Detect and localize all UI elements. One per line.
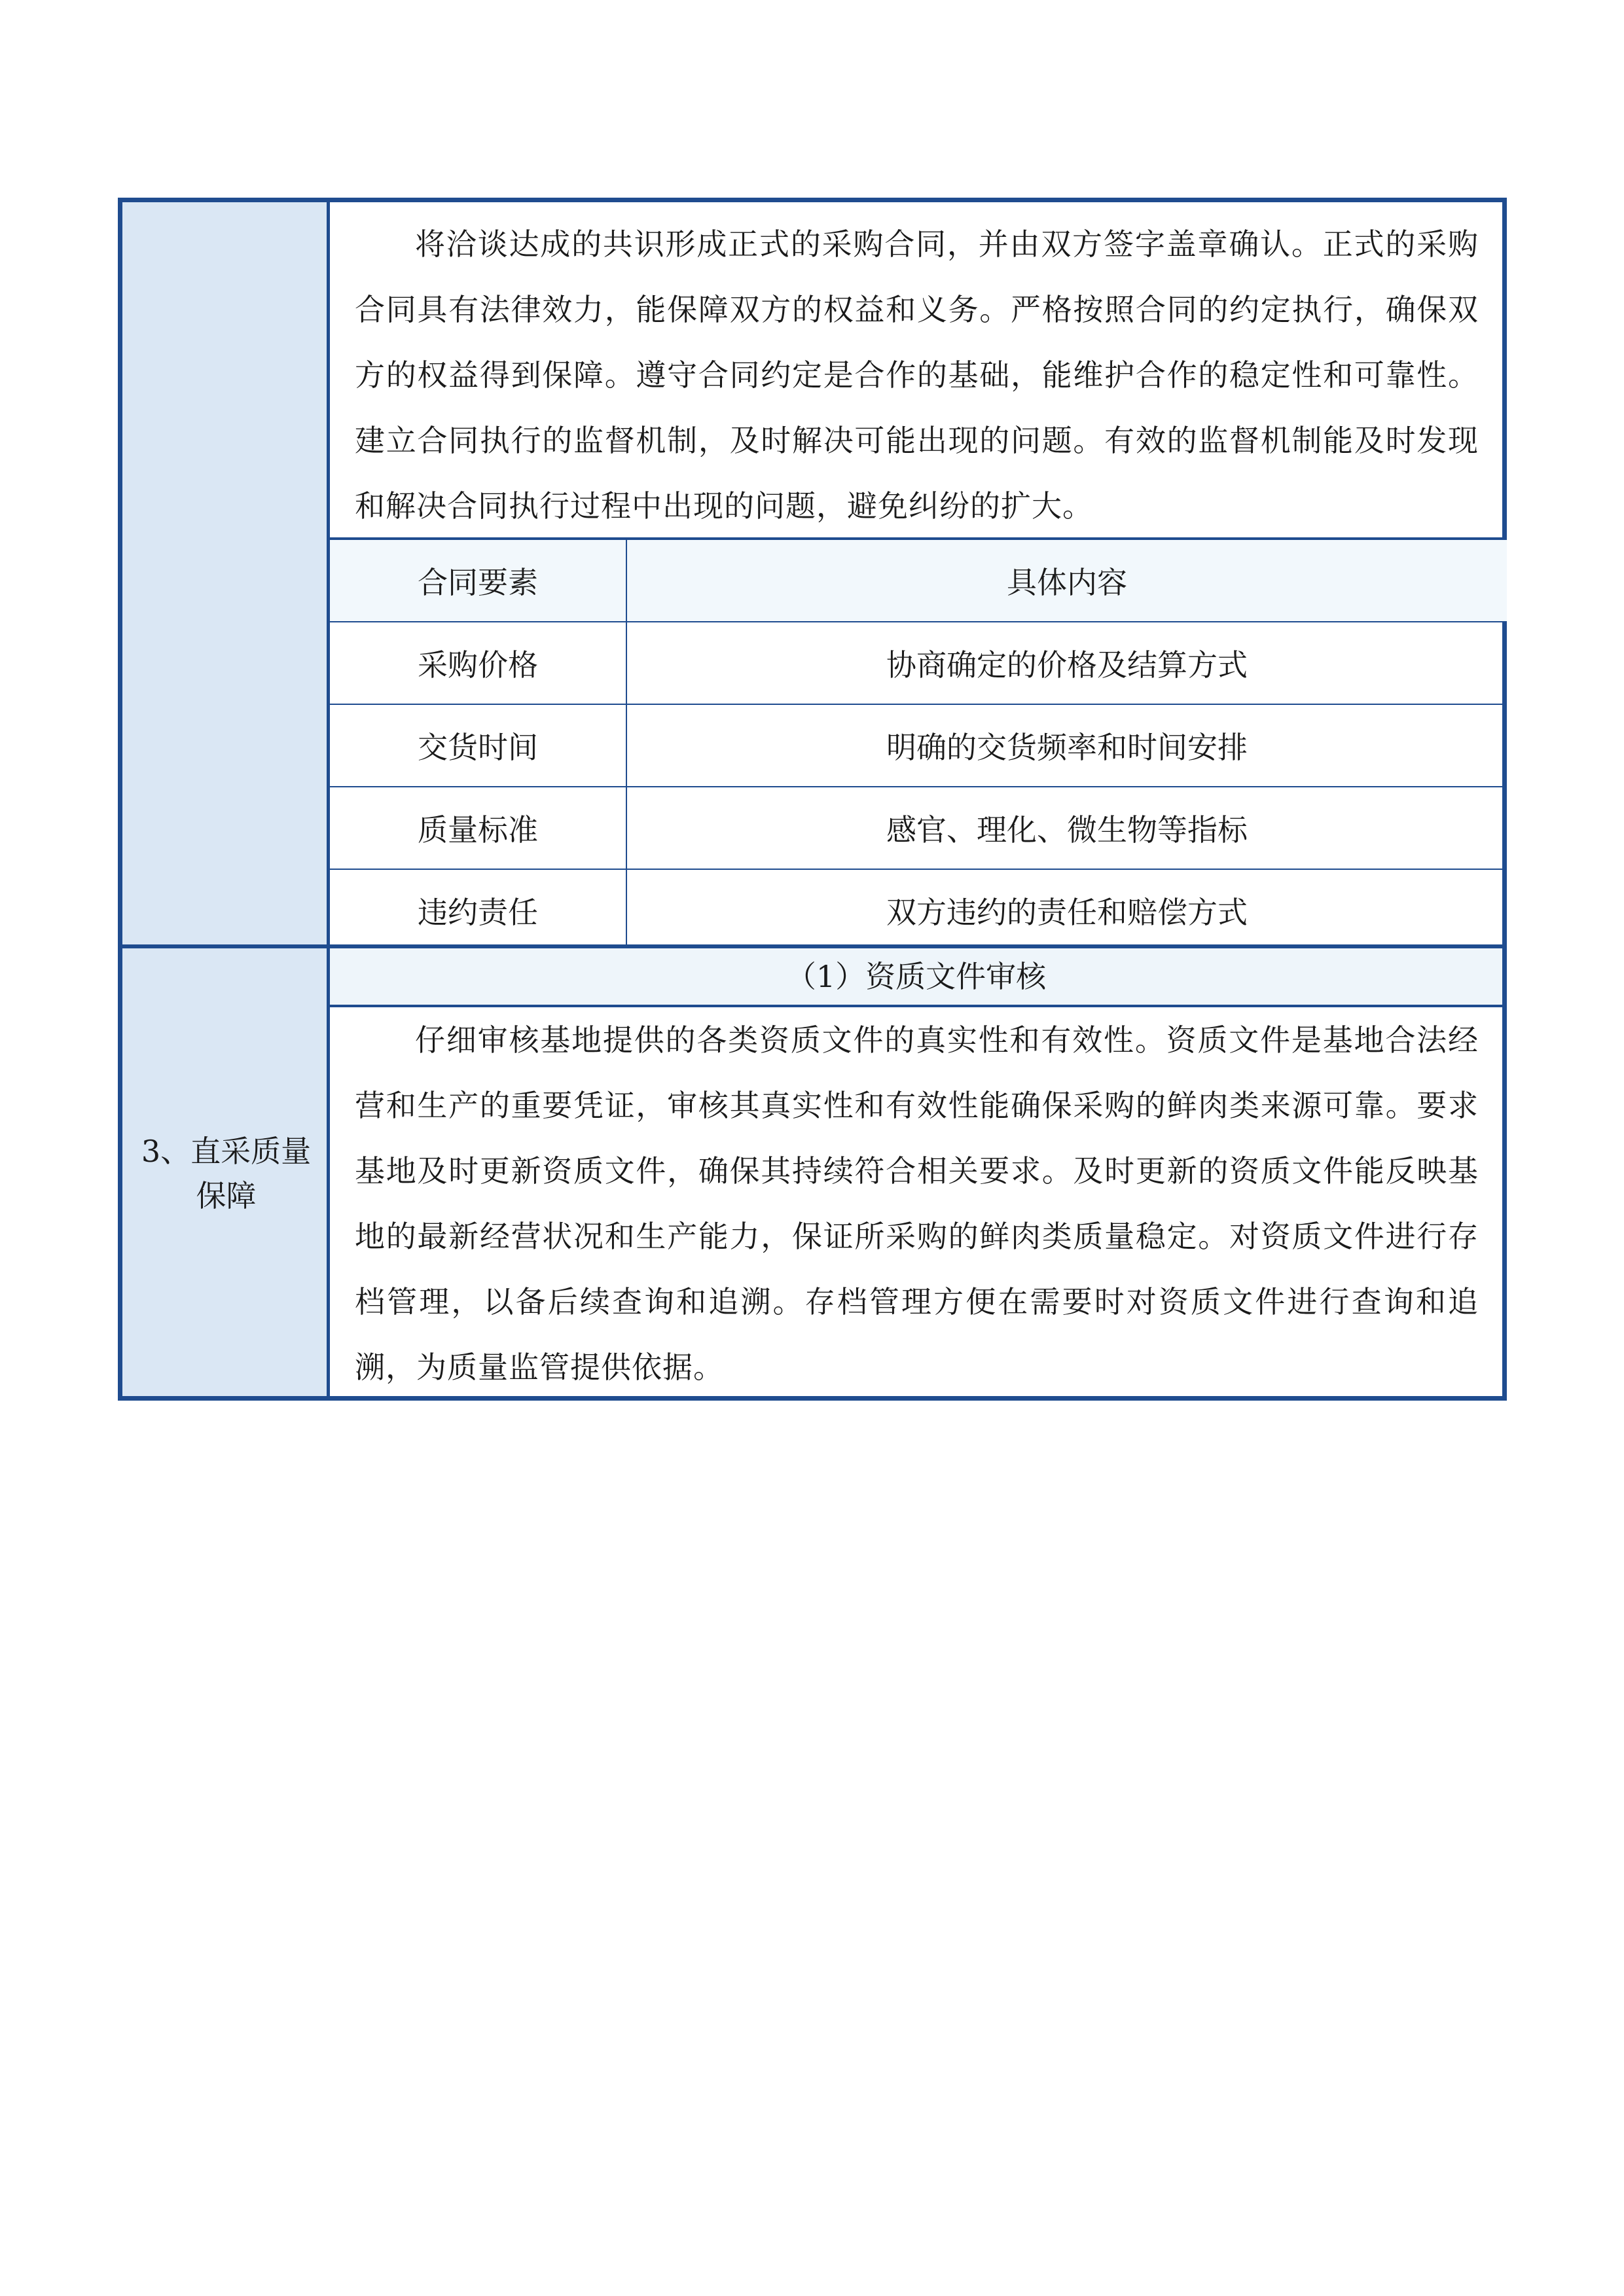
document-table bbox=[118, 198, 1507, 1401]
contract-section bbox=[330, 202, 1502, 539]
table-cell-content: 明确的交货频率和时间安排 bbox=[626, 704, 1507, 787]
table-header-content: 具体内容 bbox=[626, 539, 1507, 622]
table-header-row bbox=[330, 539, 1507, 622]
quality-section bbox=[330, 1007, 1502, 1400]
contract-paragraph: 将洽谈达成的共识形成正式的采购合同，并由双方签字盖章确认。正式的采购合同具有法律效力，能保障双方的权益和义务。严格按照合同的约定执行，确保双方的权益得到保障。遵守合同约定是合作的基础，能维护合作的稳定性和可靠性。建立合同执行的监督机制，及时解决可能出现的问题。有效的监督机制能及时发现和解决合同执行过程中出现的问题，避免纠纷的扩大。 bbox=[355, 226, 1479, 524]
table-cell-content: 感官、理化、微生物等指标 bbox=[626, 787, 1507, 869]
section-subheading: （1）资质文件审核 bbox=[330, 944, 1502, 1007]
table-header-element: 合同要素 bbox=[330, 539, 626, 622]
table-cell-element: 采购价格 bbox=[330, 622, 626, 704]
table-cell-content: 协商确定的价格及结算方式 bbox=[626, 622, 1507, 704]
table-row bbox=[330, 622, 1507, 704]
table-cell-element: 质量标准 bbox=[330, 787, 626, 869]
table-row bbox=[330, 704, 1507, 787]
table-cell-element: 违约责任 bbox=[330, 869, 626, 951]
section-label-quality: 3、直采质量保障 bbox=[141, 1134, 312, 1213]
table-row bbox=[330, 869, 1507, 951]
table-cell-content: 双方违约的责任和赔偿方式 bbox=[626, 869, 1507, 951]
contract-elements-table bbox=[330, 537, 1507, 951]
table-cell-element: 交货时间 bbox=[330, 704, 626, 787]
quality-paragraph: 仔细审核基地提供的各类资质文件的真实性和有效性。资质文件是基地合法经营和生产的重要凭证，审核其真实性和有效性能确保采购的鲜肉类来源可靠。要求基地及时更新资质文件，确保其持续符合相关要求。及时更新的资质文件能反映基地的最新经营状况和生产能力，保证所采购的鲜肉类质量稳定。对资质文件进行存档管理，以备后续查询和追溯。存档管理方便在需要时对资质文件进行查询和追溯，为质量监管提供依据。 bbox=[355, 1022, 1479, 1385]
table-row bbox=[330, 787, 1507, 869]
